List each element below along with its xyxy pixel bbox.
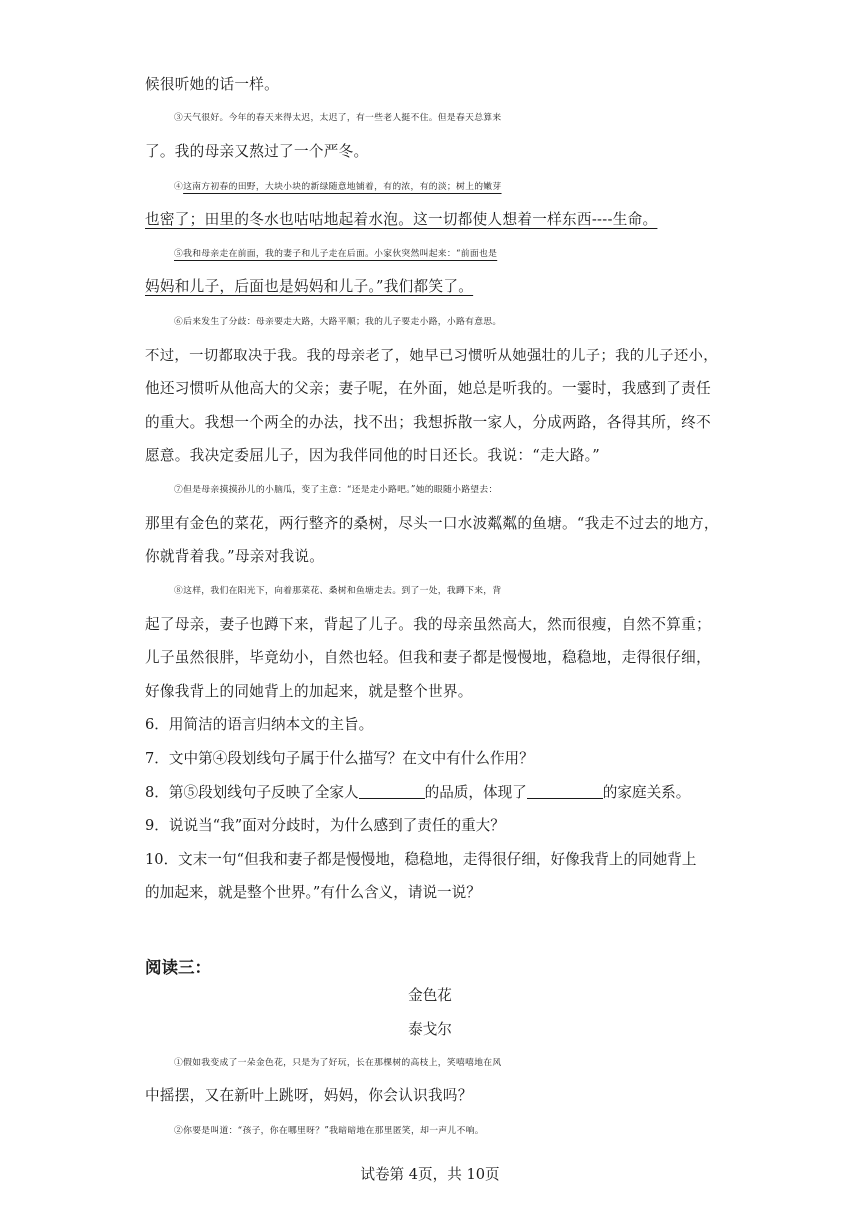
paragraph-4-number: ④ xyxy=(174,182,184,192)
paragraph-5-line-2 xyxy=(145,278,720,296)
paragraph-5-underlined-2: 妈妈和儿子，后面也是妈妈和儿子。”我们都笑了。 xyxy=(145,278,474,295)
paragraph-6-line-1: ⑥后来发生了分歧：母亲要走大路，大路平顺；我的儿子要走小路，小路有意思。 xyxy=(174,317,502,327)
question-10-line-1: 10．文末一句“但我和妻子都是慢慢地，稳稳地，走得很仔细，好像我背上的同她背上 xyxy=(145,851,697,868)
paragraph-4-underlined-2: 也密了；田里的冬水也咕咕地起着水泡。这一切都使人想着一样东西----生命。 xyxy=(145,211,658,228)
paragraph-5-line-1 xyxy=(145,245,749,263)
paragraph-7-line-3: 你就背着我。”母亲对我说。 xyxy=(145,548,325,565)
paragraph-2-tail: 候很听她的话一样。 xyxy=(145,76,280,93)
paragraph-4-line-2 xyxy=(145,211,720,229)
question-6: 6．用简洁的语言归纳本文的主旨。 xyxy=(145,716,374,733)
question-8-part-c: 的家庭关系。 xyxy=(602,784,691,801)
paragraph-6-line-4: 的重大。我想一个两全的办法，找不出；我想拆散一家人，分成两路，各得其所，终不 xyxy=(145,414,711,431)
reading-3-paragraph-1-line-2: 中摇摆，又在新叶上跳呀，妈妈，你会认识我吗？ xyxy=(145,1087,473,1104)
paragraph-3-line-2: 了。我的母亲又熬过了一个严冬。 xyxy=(145,143,369,160)
paragraph-7-line-2: 那里有金色的菜花，两行整齐的桑树，尽头一口水波粼粼的鱼塘。“我走不过去的地方， xyxy=(145,515,719,532)
paragraph-8-line-3: 儿子虽然很胖，毕竟幼小，自然也轻。但我和妻子都是慢慢地，稳稳地，走得很仔细， xyxy=(145,649,711,666)
answer-blank-2[interactable] xyxy=(527,784,603,799)
paragraph-6-line-5: 愿意。我决定委屈儿子，因为我伴同他的时日还长。我说：“走大路。” xyxy=(145,447,601,464)
paragraph-5-underlined-1: ⑤我和母亲走在前面，我的妻子和儿子走在后面。小家伙突然叫起来：“前面也是 xyxy=(174,249,498,259)
reading-3-paragraph-2-line-1: ②你要是叫道：“孩子，你在哪里呀？”我暗暗地在那里匿笑，却一声儿不响。 xyxy=(174,1126,484,1136)
page-footer: 试卷第 4页，共 10页 xyxy=(360,1166,500,1183)
question-9: 9．说说当“我”面对分歧时，为什么感到了责任的重大？ xyxy=(145,817,505,834)
paragraph-8-line-1: ⑧这样，我们在阳光下，向着那菜花、桑树和鱼塘走去。到了一处，我蹲下来，背 xyxy=(174,586,502,596)
question-8-part-a: 8．第⑤段划线句子反映了全家人 xyxy=(145,784,359,801)
paragraph-4-underlined-1: 这南方初春的田野，大块小块的新绿随意地铺着，有的浓，有的淡；树上的嫩芽 xyxy=(183,182,502,192)
paragraph-7-line-1: ⑦但是母亲摸摸孙儿的小脑瓜，变了主意：“还是走小路吧。”她的眼随小路望去： xyxy=(174,485,498,495)
question-10-line-2: 的加起来，就是整个世界。”有什么含义，请说一说？ xyxy=(145,884,481,901)
answer-blank-1[interactable] xyxy=(359,784,425,799)
paragraph-6-line-3: 他还习惯听从他高大的父亲；妻子呢，在外面，她总是听我的。一霎时，我感到了责任 xyxy=(145,380,711,397)
reading-3-paragraph-1-line-1: ①假如我变成了一朵金色花，只是为了好玩，长在那棵树的高枝上，笑嘻嘻地在风 xyxy=(174,1058,502,1068)
question-7: 7．文中第④段划线句子属于什么描写？在文中有什么作用？ xyxy=(145,750,534,767)
paragraph-4-line-1 xyxy=(145,178,749,196)
paragraph-6-line-2: 不过，一切都取决于我。我的母亲老了，她早已习惯听从她强壮的儿子；我的儿子还小， xyxy=(145,348,718,364)
poem-author: 泰戈尔 xyxy=(408,1021,452,1038)
paragraph-8-line-4: 好像我背上的同她背上的加起来，就是整个世界。 xyxy=(145,683,473,700)
paragraph-3-line-1: ③天气很好。今年的春天来得太迟，太迟了，有一些老人挺不住。但是春天总算来 xyxy=(174,113,502,123)
reading-3-heading: 阅读三： xyxy=(145,958,211,977)
poem-title: 金色花 xyxy=(408,987,452,1004)
question-8 xyxy=(145,784,690,802)
paragraph-8-line-2: 起了母亲，妻子也蹲下来，背起了儿子。我的母亲虽然高大，然而很瘦，自然不算重； xyxy=(145,616,711,633)
question-8-part-b: 的品质，体现了 xyxy=(424,784,527,801)
